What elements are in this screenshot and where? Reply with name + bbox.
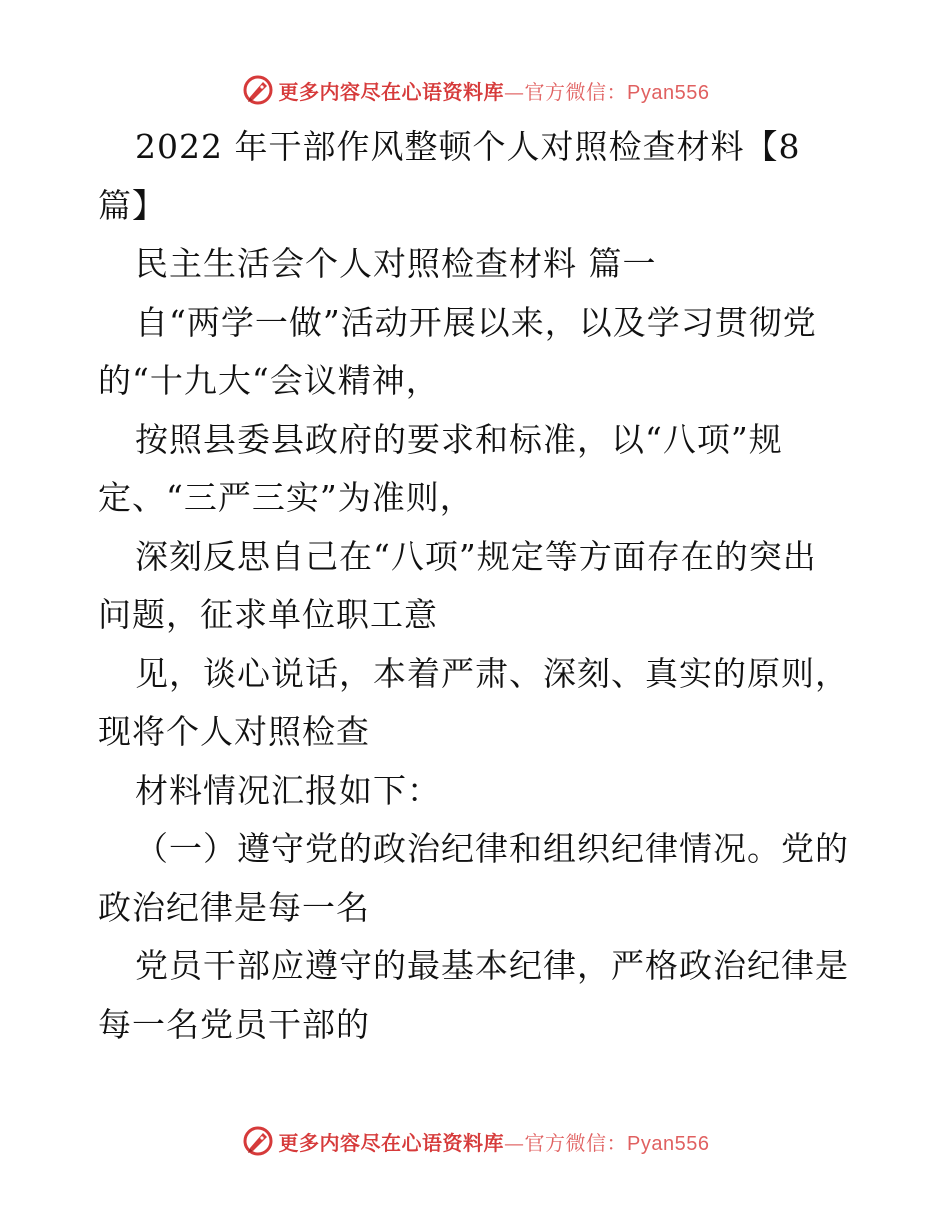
header-watermark-text xyxy=(279,76,710,105)
pen-nib-logo-icon xyxy=(241,1124,275,1158)
doc-paragraph-line: 政治纪律是每一名 xyxy=(98,887,370,927)
doc-paragraph-line: 材料情况汇报如下： xyxy=(135,770,441,810)
doc-title-line-1: 2022 年干部作风整顿个人对照检查材料【8 xyxy=(135,127,801,166)
doc-paragraph-line: 党员干部应遵守的最基本纪律，严格政治纪律是 xyxy=(135,946,849,985)
footer-separator: — xyxy=(504,1130,525,1155)
doc-paragraph-line: 深刻反思自己在“八项”规定等方面存在的突出 xyxy=(135,536,817,576)
footer-watermark-banner xyxy=(0,1121,950,1161)
doc-paragraph-line: （一）遵守党的政治纪律和组织纪律情况。党的 xyxy=(135,829,849,868)
footer-wechat-id: Pyan556 xyxy=(627,1132,710,1155)
doc-paragraph-line: 现将个人对照检查 xyxy=(98,712,370,751)
header-separator: — xyxy=(504,79,525,104)
doc-section-heading: 民主生活会个人对照检查材料 篇一 xyxy=(135,244,657,283)
doc-paragraph-line: 见，谈心说话，本着严肃、深刻、真实的原则， xyxy=(135,653,849,693)
footer-watermark-text xyxy=(279,1127,710,1156)
doc-paragraph-line: 问题，征求单位职工意 xyxy=(98,595,438,634)
header-watermark-banner xyxy=(0,70,950,110)
doc-paragraph-line: 定、“三严三实”为准则， xyxy=(98,478,474,517)
header-wechat-label: 官方微信： xyxy=(524,79,628,104)
footer-wechat-label: 官方微信： xyxy=(524,1130,628,1155)
footer-brand-text: 更多内容尽在心语资料库 xyxy=(278,1130,505,1155)
header-wechat-id: Pyan556 xyxy=(627,81,710,104)
pen-nib-logo-icon xyxy=(241,73,275,107)
document-body xyxy=(98,118,858,1054)
header-brand-text: 更多内容尽在心语资料库 xyxy=(278,79,505,104)
doc-paragraph-line: 按照县委县政府的要求和标准，以“八项”规 xyxy=(135,419,783,459)
doc-title-line-2: 篇】 xyxy=(98,185,166,225)
doc-paragraph-line: 每一名党员干部的 xyxy=(98,1004,370,1044)
doc-paragraph-line: 自“两学一做”活动开展以来，以及学习贯彻党 xyxy=(135,302,817,342)
doc-paragraph-line: 的“十九大“会议精神， xyxy=(98,361,440,400)
